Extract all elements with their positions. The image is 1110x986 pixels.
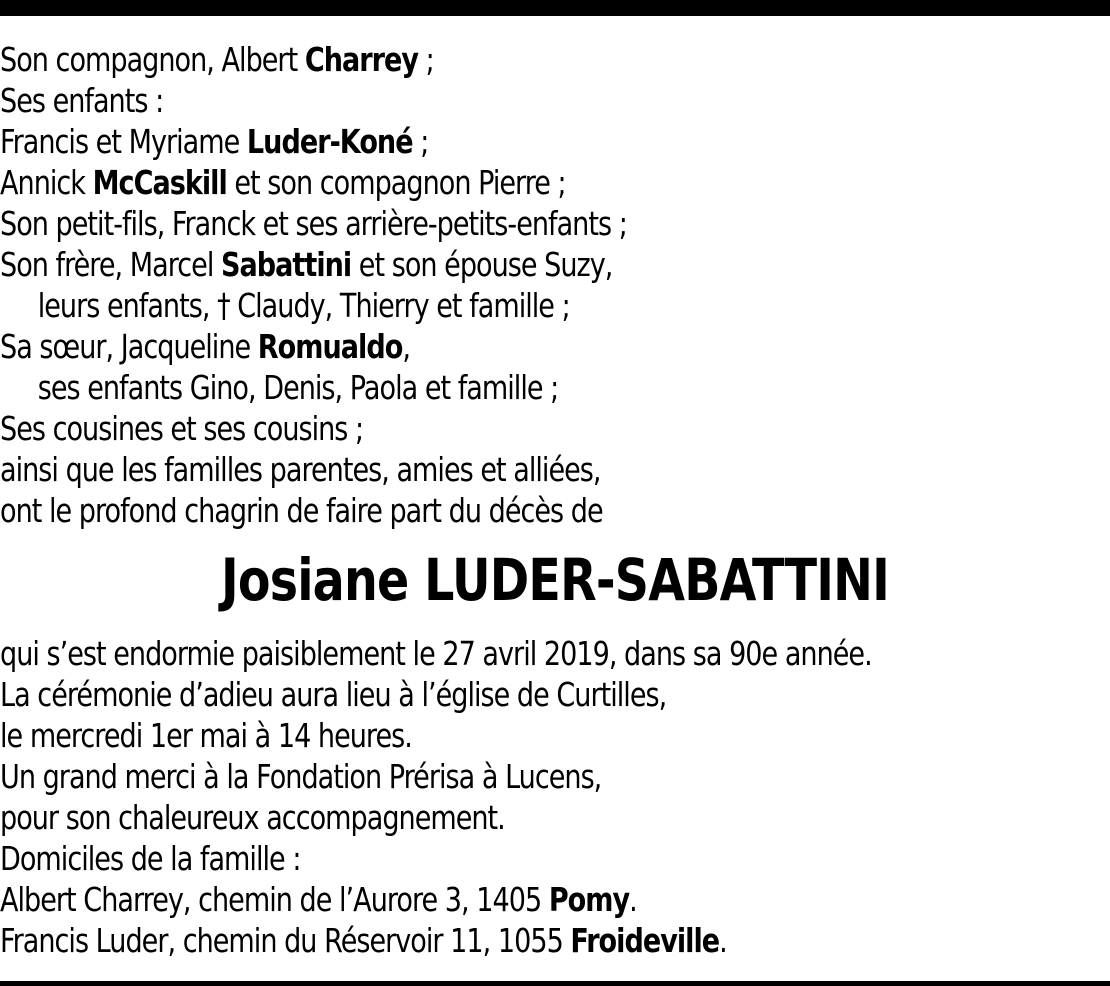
partner-suffix: ;	[418, 40, 434, 79]
address2-suffix: .	[719, 921, 727, 960]
children-label: Ses enfants :	[0, 81, 164, 120]
brother-surname: Sabattini	[220, 245, 352, 284]
partner-text: Son compagnon, Albert	[0, 40, 305, 79]
address1-line	[0, 879, 910, 920]
child2-line	[0, 162, 910, 203]
address2-town: Froideville	[570, 921, 720, 960]
ceremony-date-line: le mercredi 1er mai à 14 heures.	[0, 716, 412, 755]
bottom-rule	[0, 981, 1110, 986]
brother-line	[0, 244, 910, 285]
thanks-continued-line: pour son chaleureux accompagnement.	[0, 798, 505, 837]
address1-suffix: .	[629, 880, 637, 919]
announcement-line: ont le profond chagrin de faire part du décès de	[0, 491, 603, 530]
thanks-line: Un grand merci à la Fondation Prérisa à Lucens,	[0, 757, 602, 796]
deceased-name: Josiane LUDER-SABATTINI	[220, 546, 890, 614]
partner-surname: Charrey	[304, 40, 419, 79]
child2-surname: McCaskill	[92, 163, 227, 202]
child1-surname: Luder-Koné	[246, 122, 413, 161]
brother-suffix: et son épouse Suzy,	[351, 245, 613, 284]
child2-text: Annick	[0, 163, 93, 202]
domiciles-label: Domiciles de la famille :	[0, 839, 301, 878]
families-line: ainsi que les familles parentes, amies et alliées,	[0, 450, 601, 489]
brother-text: Son frère, Marcel	[0, 245, 221, 284]
child1-text: Francis et Myriame	[0, 122, 247, 161]
child1-suffix: ;	[412, 122, 429, 161]
ceremony-line: La cérémonie d’adieu aura lieu à l’église de Curtilles,	[0, 675, 667, 714]
sister-children-line: ses enfants Gino, Denis, Paola et famille ;	[37, 368, 559, 407]
cousins-line: Ses cousines et ses cousins ;	[0, 409, 364, 448]
address2-line	[0, 920, 910, 961]
brother-children-line: leurs enfants, † Claudy, Thierry et famille ;	[37, 286, 570, 325]
sister-suffix: ,	[402, 327, 410, 366]
sister-line	[0, 326, 910, 367]
address1-town: Pomy	[548, 880, 630, 919]
address1-text: Albert Charrey, chemin de l’Aurore 3, 1405	[0, 880, 549, 919]
address2-text: Francis Luder, chemin du Réservoir 11, 1055	[0, 921, 571, 960]
grandchildren-line: Son petit-fils, Franck et ses arrière-petits-enfants ;	[0, 204, 627, 243]
sister-text: Sa sœur, Jacqueline	[0, 327, 258, 366]
obituary-notice	[0, 39, 1110, 961]
child1-line	[0, 121, 910, 162]
top-rule	[0, 0, 1110, 16]
child2-suffix: et son compagnon Pierre ;	[226, 163, 566, 202]
sister-surname: Romualdo	[257, 327, 403, 366]
passing-line: qui s’est endormie paisiblement le 27 avril 2019, dans sa 90e année.	[0, 634, 872, 673]
partner-line	[0, 39, 910, 80]
